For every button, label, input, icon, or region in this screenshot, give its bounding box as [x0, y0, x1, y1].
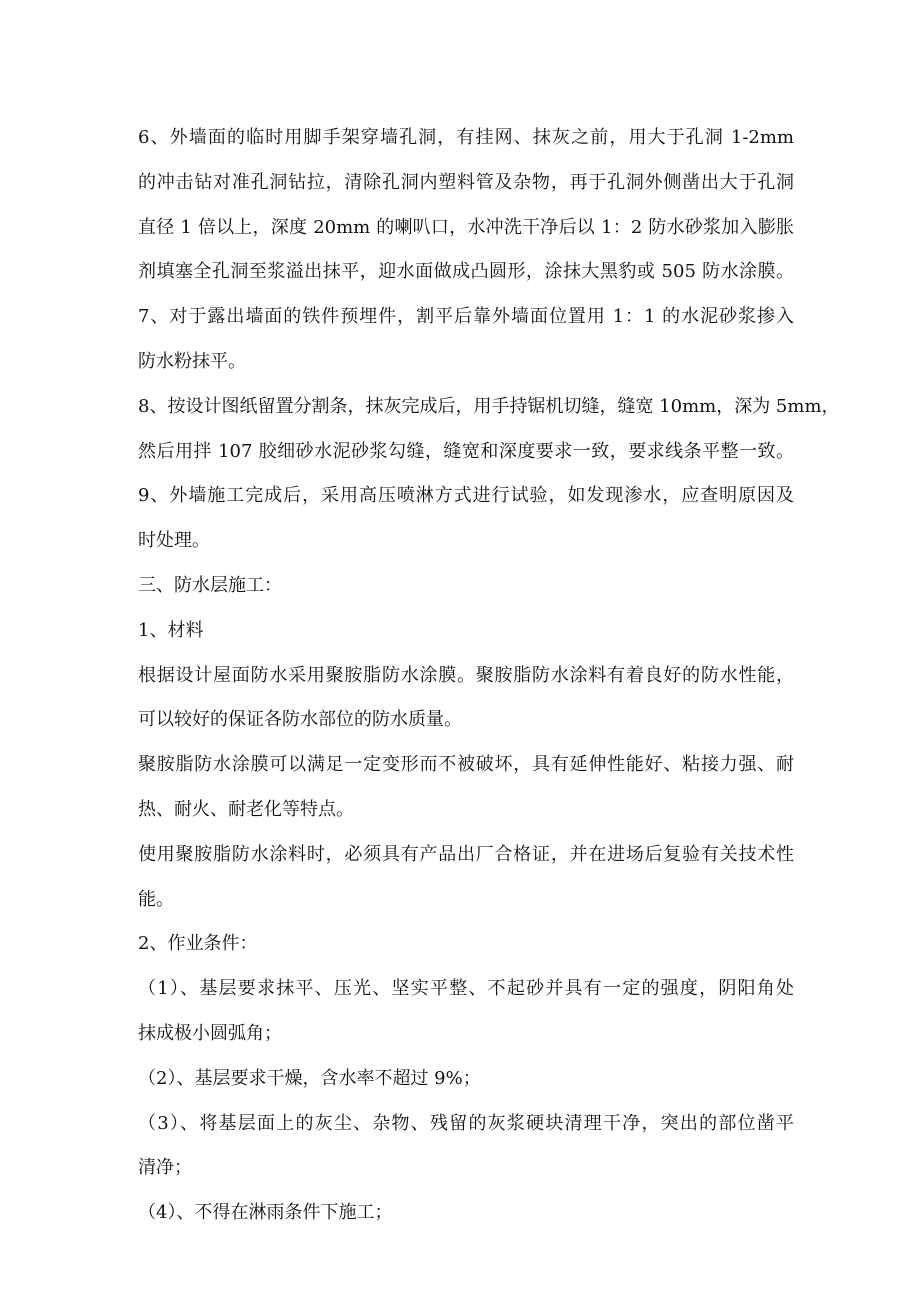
text-line: 根据设计屋面防水采用聚胺脂防水涂膜。聚胺脂防水涂料有着良好的防水性能，	[138, 664, 794, 686]
text-line: 7、对于露出墙面的铁件预埋件，割平后靠外墙面位置用 1：1 的水泥砂浆掺入	[138, 306, 794, 328]
text-line: 清净；	[138, 1157, 192, 1179]
text-line: 的冲击钻对准孔洞钻拉，清除孔洞内塑料管及杂物，再于孔洞外侧凿出大于孔洞	[138, 171, 794, 193]
subheading-materials	[138, 609, 794, 654]
text-line: 聚胺脂防水涂膜可以满足一定变形而不被破坏，具有延伸性能好、粘接力强、耐	[138, 754, 794, 776]
section-title: 三、防水层施工：	[138, 574, 282, 596]
paragraph-item-6	[138, 116, 794, 295]
condition-item-4	[138, 1191, 794, 1236]
text-line: 6、外墙面的临时用脚手架穿墙孔洞，有挂网、抹灰之前，用大于孔洞 1-2mm	[138, 127, 794, 148]
text-line: （2）、基层要求干燥，含水率不超过 9%；	[138, 1067, 481, 1089]
text-line: 9、外墙施工完成后，采用高压喷淋方式进行试验，如发现渗水，应查明原因及	[138, 485, 794, 507]
text-line: 抹成极小圆弧角；	[138, 1022, 282, 1044]
text-line: 可以较好的保证各防水部位的防水质量。	[138, 709, 462, 731]
text-line: 直径 1 倍以上，深度 20mm 的喇叭口，水冲洗干净后以 1：2 防水砂浆加入膨胀	[138, 216, 794, 238]
subheading-work-conditions	[138, 922, 794, 967]
paragraph-item-7	[138, 295, 794, 385]
materials-paragraph-3	[138, 833, 794, 923]
section-heading-waterproofing	[138, 564, 794, 609]
text-line: （4）、不得在淋雨条件下施工；	[138, 1202, 393, 1224]
text-line: 8、按设计图纸留置分割条，抹灰完成后，用手持锯机切缝，缝宽 10mm，深为 5mm，	[138, 395, 840, 417]
materials-paragraph-2	[138, 743, 794, 833]
text-line: 热、耐火、耐老化等特点。	[138, 798, 354, 820]
text-line: 剂填塞全孔洞至浆溢出抹平，迎水面做成凸圆形，涂抹大黑豹或 505 防水涂膜。	[138, 261, 794, 283]
condition-item-2	[138, 1057, 794, 1102]
subheading-title: 1、材料	[138, 619, 204, 641]
text-line: 防水粉抹平。	[138, 350, 246, 372]
materials-paragraph-1	[138, 654, 794, 744]
condition-item-1	[138, 967, 794, 1057]
condition-item-3	[138, 1102, 794, 1192]
subheading-title: 2、作业条件：	[138, 933, 258, 955]
text-line: 使用聚胺脂防水涂料时，必须具有产品出厂合格证，并在进场后复验有关技术性	[138, 843, 794, 865]
paragraph-item-8	[138, 385, 840, 475]
text-line: （1）、基层要求抹平、压光、坚实平整、不起砂并具有一定的强度，阴阳角处	[138, 978, 794, 1000]
text-line: 时处理。	[138, 530, 210, 552]
text-line: 然后用拌 107 胶细砂水泥砂浆勾缝，缝宽和深度要求一致，要求线条平整一致。	[138, 440, 794, 462]
text-line: （3）、将基层面上的灰尘、杂物、残留的灰浆硬块清理干净，突出的部位凿平	[138, 1112, 794, 1134]
text-line: 能。	[138, 888, 174, 910]
document-page	[138, 116, 840, 1236]
paragraph-item-9	[138, 474, 794, 564]
